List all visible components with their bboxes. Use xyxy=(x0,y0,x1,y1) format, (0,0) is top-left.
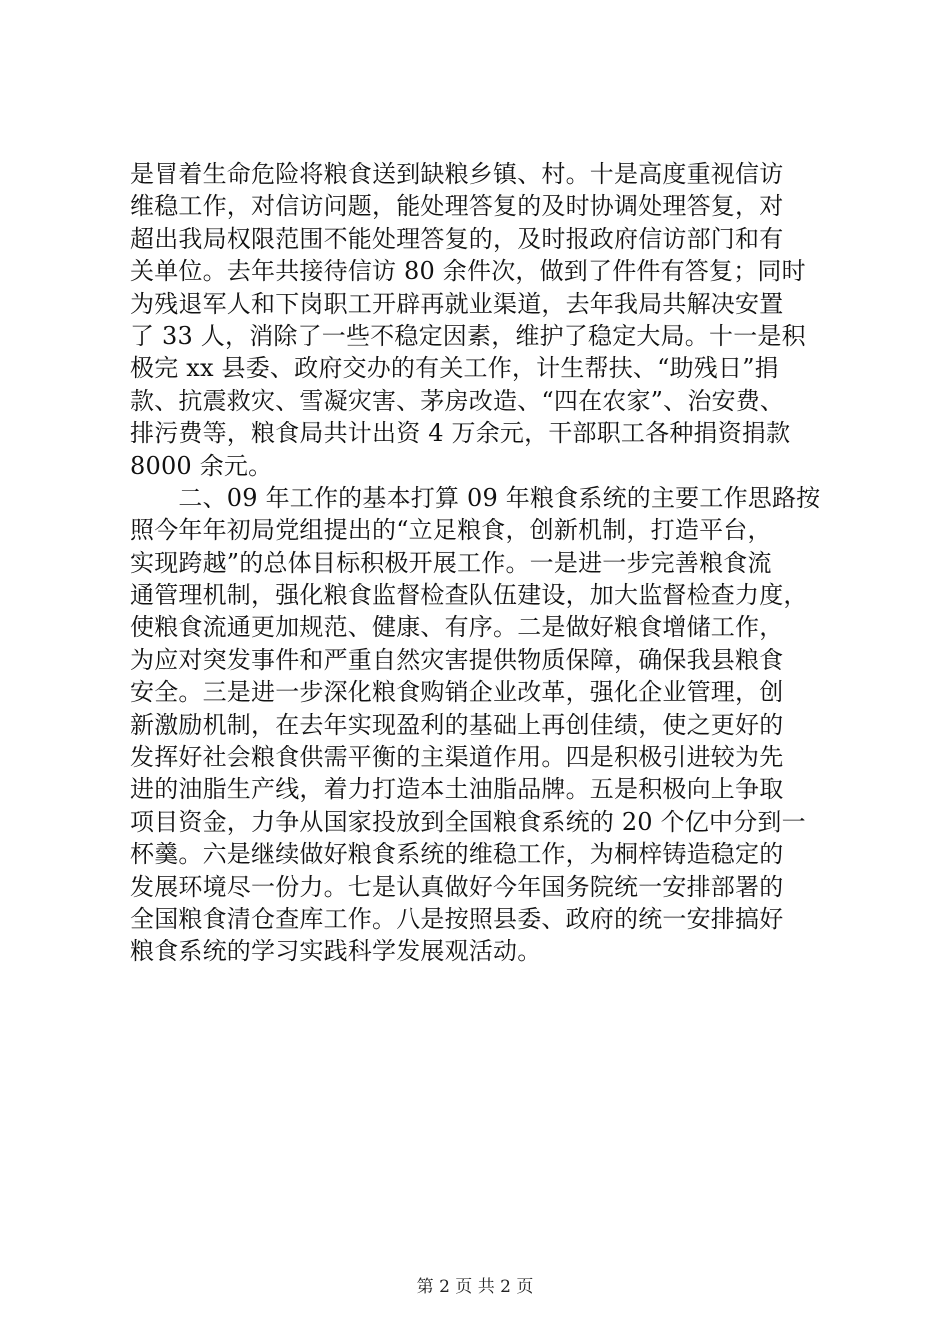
text-line: 项目资金，力争从国家投放到全国粮食系统的 20 个亿中分到一 xyxy=(130,807,806,836)
text-line: 新激励机制，在去年实现盈利的基础上再创佳绩，使之更好的 xyxy=(130,710,784,739)
text-line: 安全。三是进一步深化粮食购销企业改革，强化企业管理，创 xyxy=(130,678,784,707)
text-line: 粮食系统的学习实践科学发展观活动。 xyxy=(130,937,542,966)
page-footer xyxy=(0,1272,950,1297)
paragraph-1 xyxy=(130,158,830,482)
text-line: 维稳工作，对信访问题，能处理答复的及时协调处理答复，对 xyxy=(130,192,784,221)
text-line: 极完 xx 县委、政府交办的有关工作，计生帮扶、“助残日”捐 xyxy=(130,354,779,383)
paragraph-2 xyxy=(130,482,830,968)
text-line: 超出我局权限范围不能处理答复的，及时报政府信访部门和有 xyxy=(130,224,784,253)
text-line: 发挥好社会粮食供需平衡的主渠道作用。四是积极引进较为先 xyxy=(130,743,784,772)
document-body xyxy=(130,158,830,968)
text-line: 通管理机制，强化粮食监督检查队伍建设，加大监督检查力度， xyxy=(130,581,808,610)
text-line: 发展环境尽一份力。七是认真做好今年国务院统一安排部署的 xyxy=(130,872,784,901)
text-line: 二、09 年工作的基本打算 09 年粮食系统的主要工作思路按 xyxy=(130,483,821,512)
text-line: 使粮食流通更加规范、健康、有序。二是做好粮食增储工作， xyxy=(130,613,784,642)
text-line: 为应对突发事件和严重自然灾害提供物质保障，确保我县粮食 xyxy=(130,645,784,674)
text-line: 关单位。去年共接待信访 80 余件次，做到了件件有答复；同时 xyxy=(130,257,806,286)
text-line: 照今年年初局党组提出的“立足粮食，创新机制，打造平台， xyxy=(130,516,772,545)
text-line: 了 33 人，消除了一些不稳定因素，维护了稳定大局。十一是积 xyxy=(130,321,806,350)
text-line: 全国粮食清仓查库工作。八是按照县委、政府的统一安排搞好 xyxy=(130,904,784,933)
text-line: 排污费等，粮食局共计出资 4 万余元，干部职工各种捐资捐款 xyxy=(130,419,791,448)
text-line: 8000 余元。 xyxy=(130,451,273,480)
text-line: 款、抗震救灾、雪凝灾害、茅房改造、“四在农家”、治安费、 xyxy=(130,386,785,415)
text-line: 实现跨越”的总体目标积极开展工作。一是进一步完善粮食流 xyxy=(130,548,772,577)
text-line: 杯羹。六是继续做好粮食系统的维稳工作，为桐梓铸造稳定的 xyxy=(130,840,784,869)
page-number-label: 第 2 页 共 2 页 xyxy=(416,1277,534,1297)
text-line: 进的油脂生产线，着力打造本土油脂品牌。五是积极向上争取 xyxy=(130,775,784,804)
text-line: 为残退军人和下岗职工开辟再就业渠道，去年我局共解决安置 xyxy=(130,289,784,318)
text-line: 是冒着生命危险将粮食送到缺粮乡镇、村。十是高度重视信访 xyxy=(130,160,784,188)
